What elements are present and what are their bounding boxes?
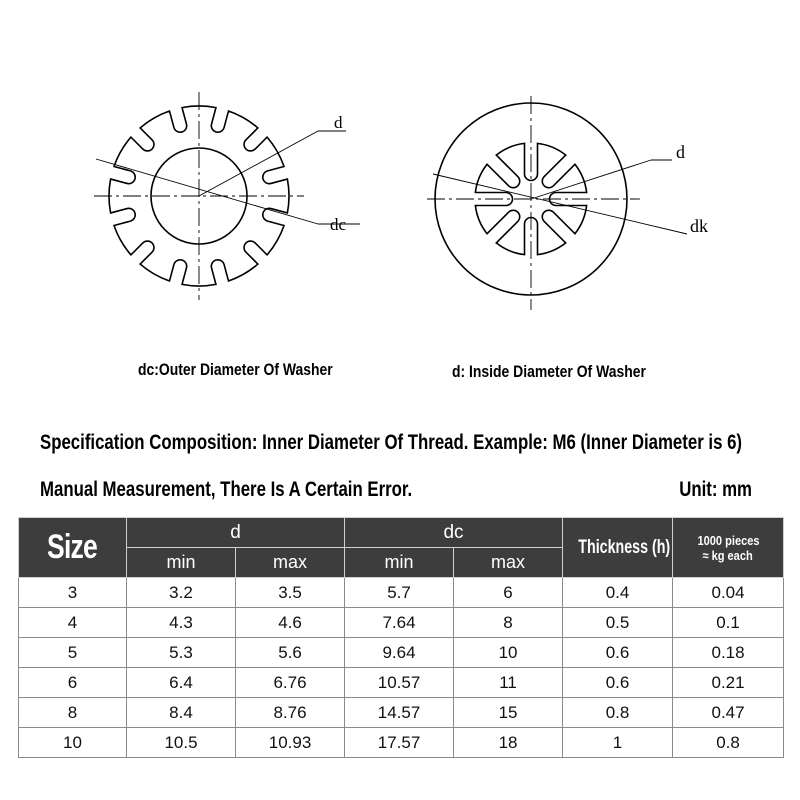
external-tooth-washer-drawing	[94, 92, 360, 300]
thickness-cell: 0.8	[563, 698, 673, 728]
weight-cell: 0.47	[673, 698, 784, 728]
d-header: d	[127, 518, 345, 548]
washer-diagrams	[0, 0, 800, 360]
dc-min-cell: 7.64	[345, 608, 454, 638]
d-max-cell: 5.6	[236, 638, 345, 668]
dc-min-cell: 14.57	[345, 698, 454, 728]
dc-min-header: min	[345, 548, 454, 578]
d-max-cell: 8.76	[236, 698, 345, 728]
table-row	[19, 698, 784, 728]
specification-table	[18, 517, 784, 758]
size-header: Size	[19, 518, 127, 578]
d-min-cell: 5.3	[127, 638, 236, 668]
d-min-cell: 6.4	[127, 668, 236, 698]
d-max-cell: 10.93	[236, 728, 345, 758]
dc-max-cell: 8	[454, 608, 563, 638]
internal-tooth-washer-drawing	[427, 96, 687, 310]
weight-cell: 0.18	[673, 638, 784, 668]
dc-min-cell: 17.57	[345, 728, 454, 758]
dc-max-cell: 11	[454, 668, 563, 698]
thickness-cell: 0.6	[563, 668, 673, 698]
size-cell: 10	[19, 728, 127, 758]
table-row	[19, 578, 784, 608]
inside-diameter-caption: d: Inside Diameter Of Washer	[452, 362, 646, 381]
unit-label: Unit: mm	[679, 478, 752, 501]
d-max-cell: 3.5	[236, 578, 345, 608]
dc-max-cell: 10	[454, 638, 563, 668]
d-min-cell: 10.5	[127, 728, 236, 758]
measurement-note: Manual Measurement, There Is A Certain Error.	[40, 478, 413, 501]
weight-cell: 0.1	[673, 608, 784, 638]
left-d-label: d	[334, 113, 343, 132]
size-cell: 6	[19, 668, 127, 698]
dc-max-cell: 6	[454, 578, 563, 608]
size-cell: 8	[19, 698, 127, 728]
thickness-cell: 0.5	[563, 608, 673, 638]
thickness-cell: 1	[563, 728, 673, 758]
weight-header: 1000 pieces ≈ kg each	[673, 518, 784, 578]
thickness-cell: 0.6	[563, 638, 673, 668]
table-row	[19, 638, 784, 668]
d-max-cell: 6.76	[236, 668, 345, 698]
outer-diameter-caption: dc:Outer Diameter Of Washer	[138, 360, 333, 379]
d-min-cell: 8.4	[127, 698, 236, 728]
thickness-header: Thickness (h)	[563, 518, 673, 578]
dc-max-cell: 15	[454, 698, 563, 728]
right-d-label: d	[676, 142, 685, 162]
d-min-cell: 3.2	[127, 578, 236, 608]
table-row	[19, 728, 784, 758]
d-max-header: max	[236, 548, 345, 578]
dc-max-header: max	[454, 548, 563, 578]
table-row	[19, 608, 784, 638]
weight-cell: 0.8	[673, 728, 784, 758]
table-row	[19, 668, 784, 698]
weight-cell: 0.21	[673, 668, 784, 698]
thickness-cell: 0.4	[563, 578, 673, 608]
weight-cell: 0.04	[673, 578, 784, 608]
specification-note: Specification Composition: Inner Diameter Of Thread. Example: M6 (Inner Diameter is 6)	[40, 431, 743, 454]
right-dk-label: dk	[690, 216, 708, 236]
size-cell: 4	[19, 608, 127, 638]
size-cell: 5	[19, 638, 127, 668]
size-cell: 3	[19, 578, 127, 608]
dc-min-cell: 10.57	[345, 668, 454, 698]
d-min-cell: 4.3	[127, 608, 236, 638]
left-dc-label: dc	[330, 215, 347, 234]
d-max-cell: 4.6	[236, 608, 345, 638]
dc-min-cell: 9.64	[345, 638, 454, 668]
dc-min-cell: 5.7	[345, 578, 454, 608]
dc-header: dc	[345, 518, 563, 548]
d-min-header: min	[127, 548, 236, 578]
dc-max-cell: 18	[454, 728, 563, 758]
